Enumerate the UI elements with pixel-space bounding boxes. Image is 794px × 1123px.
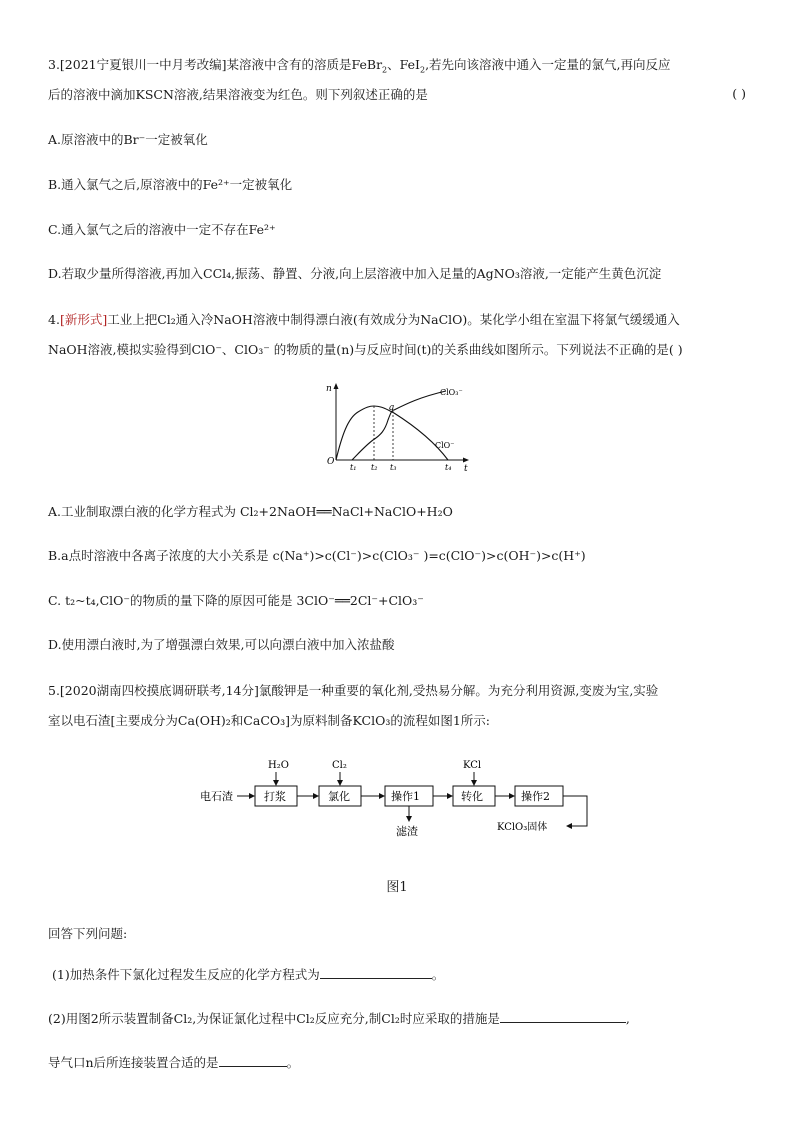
tick-t4: t₄ bbox=[445, 463, 452, 472]
q3-option-d: D.若取少量所得溶液,再加入CCl₄,振荡、静置、分液,向上层溶液中加入足量的AgNO₃溶液,一定能产生黄色沉淀 bbox=[48, 266, 662, 281]
q4-option-a: A.工业制取漂白液的化学方程式为 Cl₂+2NaOH══NaCl+NaClO+H₂O bbox=[48, 504, 453, 519]
q4-stem-line2: NaOH溶液,模拟实验得到ClO⁻、ClO₃⁻ 的物质的量(n)与反应时间(t)的关系曲线如图所示。下列说法不正确的是( ) bbox=[48, 342, 683, 357]
y-axis-arrow bbox=[334, 383, 339, 389]
q4-option-b: B.a点时溶液中各离子浓度的大小关系是 c(Na⁺)>c(Cl⁻)>c(ClO₃⁻ )=c(ClO⁻)>c(OH⁻)>c(H⁺) bbox=[48, 548, 586, 563]
q5-sub2-comma: , bbox=[625, 1011, 630, 1026]
q3-stem-text-a: 3.[2021宁夏银川一中月考改编]某溶液中含有的溶质是FeBr bbox=[48, 57, 383, 72]
tick-t1: t₁ bbox=[350, 463, 357, 472]
q4-option-d: D.使用漂白液时,为了增强漂白效果,可以向漂白液中加入浓盐酸 bbox=[48, 637, 395, 652]
tick-t2: t₂ bbox=[371, 463, 378, 472]
q3-stem-text-b: 、FeI bbox=[387, 57, 420, 72]
q5-sub2-end: 。 bbox=[286, 1055, 300, 1070]
q3-stem-text-c: ,若先向该溶液中通入一定量的氯气,再向反应 bbox=[425, 57, 671, 72]
q4-stem-line1 bbox=[48, 311, 680, 329]
q5-sub2-answer-blank-2[interactable] bbox=[219, 1052, 287, 1067]
flow-input-kcl: KCl bbox=[463, 760, 482, 771]
flow-residue-label: 滤渣 bbox=[396, 825, 418, 838]
flow-product-label: KClO₃固体 bbox=[497, 822, 548, 833]
clo-curve bbox=[336, 406, 448, 460]
q3-stem-line1: 3.[2021宁夏银川一中月考改编]某溶液中含有的溶质是FeBr$_2$、FeI$_2$,若先向该溶液中通入一定量的氯气,再向反应 bbox=[48, 57, 671, 75]
flow-box-zhuanhua-label: 转化 bbox=[461, 790, 483, 803]
q4-stem-text: 工业上把Cl₂通入冷NaOH溶液中制得漂白液(有效成分为NaClO)。某化学小组在室温下将氯气缓缓通入 bbox=[107, 312, 680, 327]
q5-stem-line2: 室以电石渣[主要成分为Ca(OH)₂和CaCO₃]为原料制备KClO₃的流程如图1所示: bbox=[48, 713, 491, 728]
origin-label: O bbox=[327, 457, 335, 467]
figure-1-caption: 图1 bbox=[386, 880, 408, 895]
flow-box-lvhua-label: 氯化 bbox=[328, 790, 350, 803]
flow-start-label: 电石渣 bbox=[200, 790, 233, 803]
q5-sub2-answer-blank-1[interactable] bbox=[500, 1008, 626, 1023]
q5-sub1 bbox=[52, 964, 444, 984]
q3-option-a: A.原溶液中的Br⁻一定被氧化 bbox=[48, 132, 208, 147]
clo3-curve bbox=[352, 391, 446, 460]
clo3-curve-label: ClO₃⁻ bbox=[440, 388, 463, 397]
q5-sub2-text: (2)用图2所示装置制备Cl₂,为保证氯化过程中Cl₂反应充分,制Cl₂时应采取的措施是 bbox=[48, 1011, 500, 1026]
q5-prompt: 回答下列问题: bbox=[48, 926, 128, 941]
q5-sub2-text-b: 导气口n后所连接装置合适的是 bbox=[48, 1055, 219, 1070]
clo-curve-label: ClO⁻ bbox=[435, 441, 455, 450]
q5-sub1-answer-blank[interactable] bbox=[320, 964, 432, 979]
flow-box-op2-label: 操作2 bbox=[521, 790, 550, 803]
flow-input-h2o: H₂O bbox=[268, 760, 289, 771]
q5-stem-line1: 5.[2020湖南四校摸底调研联考,14分]氯酸钾是一种重要的氧化剂,受热易分解。为充分利用资源,变废为宝,实验 bbox=[48, 683, 659, 698]
q5-sub1-text: (1)加热条件下氯化过程发生反应的化学方程式为 bbox=[52, 967, 320, 982]
q3-stem-line2: 后的溶液中滴加KSCN溶液,结果溶液变为红色。则下列叙述正确的是 bbox=[48, 87, 428, 102]
q3-option-c: C.通入氯气之后的溶液中一定不存在Fe²⁺ bbox=[48, 222, 276, 237]
y-axis-label: n bbox=[326, 384, 332, 394]
q5-sub1-end: 。 bbox=[431, 967, 445, 982]
flow-input-cl2: Cl₂ bbox=[332, 760, 347, 771]
q5-sub2-line1 bbox=[48, 1008, 630, 1028]
q4-new-format-tag: [新形式] bbox=[59, 312, 108, 327]
q4-number: 4. bbox=[48, 312, 60, 327]
q3-answer-paren: ( ) bbox=[732, 86, 746, 101]
flow-box-dajiang-label: 打浆 bbox=[264, 790, 286, 803]
q5-sub2-line2 bbox=[48, 1052, 299, 1072]
x-axis-label: t bbox=[464, 464, 468, 474]
q4-option-c: C. t₂~t₄,ClO⁻的物质的量下降的原因可能是 3ClO⁻══2Cl⁻+ClO₃⁻ bbox=[48, 593, 424, 608]
flowchart bbox=[195, 755, 595, 840]
x-axis-arrow bbox=[463, 458, 469, 463]
flow-box-op1-label: 操作1 bbox=[391, 790, 420, 803]
q3-option-b: B.通入氯气之后,原溶液中的Fe²⁺一定被氧化 bbox=[48, 177, 293, 192]
flow-arrow-product bbox=[563, 796, 587, 826]
tick-t3: t₃ bbox=[390, 463, 397, 472]
q4-graph bbox=[318, 380, 478, 474]
point-a-label: a bbox=[389, 403, 395, 413]
